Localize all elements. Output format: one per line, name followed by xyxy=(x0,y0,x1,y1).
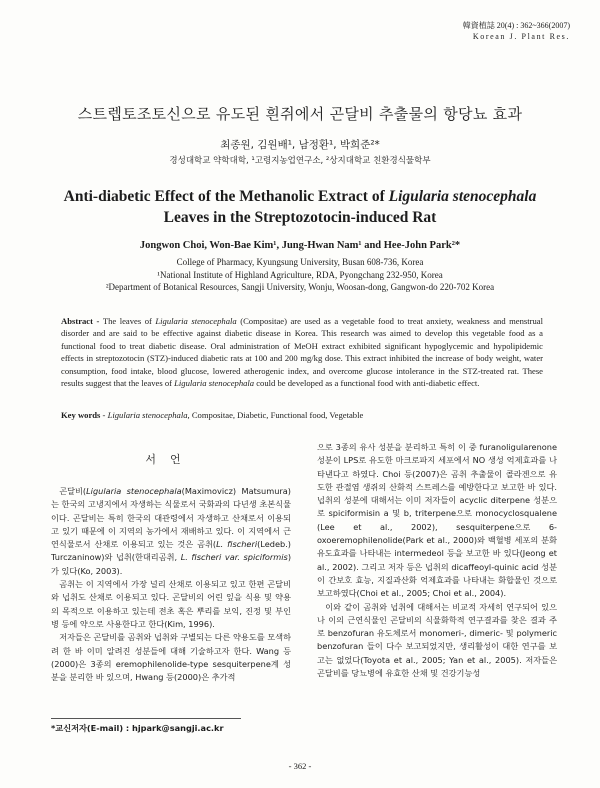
keywords-separator: - xyxy=(100,410,108,420)
abstract-text-1: The leaves of xyxy=(102,316,156,326)
journal-name: Korean J. Plant Res. xyxy=(472,32,570,41)
text: 곤달비( xyxy=(59,486,87,496)
affiliation-2: ¹National Institute of Highland Agriculture, RDA, Pyongchang 232-950, Korea xyxy=(157,269,443,280)
keywords-list: , Compositae, Diabetic, Functional food, Vegetable xyxy=(187,410,364,420)
species-name: L. fischeri var. spiciformis xyxy=(180,552,288,563)
journal-volume: 韓資植誌 20(4) : 362~366(2007) xyxy=(462,21,570,30)
right-paragraph-2: 이와 같이 곰취와 넙취에 대해서는 비교적 자세히 연구되어 있으나 이의 근연식물인 곤달비의 식물화학적 연구결과를 찾은 결과 주로 benzofuran 유도체로서 monomeri-, dimeric- 및 polymeric benzofuran 들이 다수 보고되었지만, 생리활성이 대한 연구를 보고는 없었다(Toyota et al., 2005; Yan et al., 2005). 저자들은 곤달비를 당뇨병에 유효한 산채 및 건강기능성 xyxy=(317,601,557,679)
page-number: - 362 - xyxy=(288,761,312,771)
english-title-line1: Anti-diabetic Effect of the Methanolic Extract of xyxy=(63,188,385,205)
abstract-species: Ligularia stenocephala xyxy=(155,316,237,326)
left-paragraph-3: 저자들은 곤달비를 곰취와 넙취와 구별되는 다른 약용도를 모색하려 한 바 이미 알려진 성분들에 대해 기술하고자 한다. Wang 등(2000)은 3종의 eremophilenolide-type sesquiterpene계 성분을 분리한 바 있으며, Hwang 등(2000)은 추가적 xyxy=(51,632,291,683)
right-paragraph-1: 으로 3종의 유사 성분을 분리하고 특히 이 중 furanoligularenone 성분이 LPS로 유도한 마크로파지 세포에서 NO 생성 억제효과를 나타낸다고 하였다. Choi 등(2007)은 곰취 추출물이 콜라겐으로 유도한 관절염 생쥐의 산화적 스트레스를 예방한다고 보고한 바 있다. 넙취의 성분에 대해서는 이미 저자들이 acyclic diterpene 성분으로 spiciformisin a 및 b, triterpene으로 monocyclosqualene (Lee et al., 2002), sesquiterpene으로 6-oxoeremophilenolide(Park et al., 2000)와 백혈병 세포의 분화 유도효과를 나타내는 intermedeol 등을 보고한 바 있다(Jeong et al., 2002). 그리고 저자 등은 넙취의 dicaffeoyl-quinic acid 성분이 간보호 효능, 지질과산화 억제효과를 나타내는 화합물인 것으로 보고하였다(Choi et al., 2005; Choi et al., 2004). xyxy=(317,442,557,599)
corresponding-author-footnote: *교신저자(E-mail) : hjpark@sangji.ac.kr xyxy=(51,723,224,733)
english-authors: Jongwon Choi, Won-Bae Kim¹, Jung-Hwan Nam¹ and Hee-John Park²* xyxy=(139,240,461,251)
footnote-divider xyxy=(51,718,241,719)
keywords-species: Ligularia stenocephala xyxy=(107,410,188,420)
korean-title: 스트렙토조토신으로 유도된 흰쥐에서 곤달비 추출물의 항당뇨 효과 xyxy=(77,105,523,123)
text: (Ledeb.) Turczaninow)와 넙취(한대리곰취, xyxy=(51,539,291,563)
abstract-text-2: (Compositae) are used as a vegetable food to treat anxiety, weakness and menstrual disorder and are said to be effective against diabetic disease in Korea. This research was aimed to develop this vegetable food as a functional food to treat diabetic disease. Oral administration of MeOH extract exhibited significant hypoglycemic and hypolipidemic effects in streptozotocin (STZ)-induced diabetic rats at 100 and 200 mg/kg dose. This extract inhibited the increase of body weight, water consumption, food intake, blood glucose, lowered atherogenic index, and overcome glucose intolerance in the STZ-treated rat. These results suggest that the leaves of xyxy=(61,316,544,389)
korean-authors: 최종원, 김원배¹, 남정환¹, 박희준²* xyxy=(220,139,380,151)
affiliation-1: College of Pharmacy, Kyungsung University, Busan 608-736, Korea xyxy=(176,257,424,267)
keywords-label: Key words xyxy=(61,410,101,420)
left-column xyxy=(51,485,291,684)
keywords xyxy=(61,410,543,420)
abstract-species-2: Ligularia stenocephala xyxy=(174,378,255,389)
text: )가 있다(Ko, 2003). xyxy=(51,552,292,576)
right-column xyxy=(317,441,557,680)
english-title-line2: Leaves in the Streptozotocin-induced Rat xyxy=(163,209,437,226)
abstract xyxy=(61,315,543,389)
english-affiliations xyxy=(0,256,600,294)
journal-citation xyxy=(463,20,570,42)
abstract-text-3: could be developed as a functional food with anti-diabetic effect. xyxy=(254,378,480,389)
section-title-introduction: 서언 xyxy=(145,453,195,466)
korean-affiliations: 경성대학교 약학대학, ¹고령지농업연구소, ²상지대학교 친환경식물학부 xyxy=(169,156,431,166)
english-title-species: Ligularia stenocephala xyxy=(388,188,537,205)
species-name: L. fischeri xyxy=(216,539,258,550)
abstract-label: Abstract - xyxy=(61,316,103,326)
text: (Maximovicz) Matsumura)는 한국의 고냉지에서 자생하는 식물로서 국화과의 다년생 초본식물이다. 곤달비는 특히 한국의 대관령에서 자생하고 산채로서 이용되고 있기 때문에 이 지역의 농가에서 재배하고 있다. 이 지역에서 근연식물로서 산채로 이용되고 있는 것은 곰취( xyxy=(51,486,291,550)
left-paragraph-2: 곰취는 이 지역에서 가장 널리 산채로 이용되고 있고 한편 곤달비와 넙취도 산채로 이용되고 있다. 곤달비의 어린 잎을 식용 및 약용의 목적으로 이용하고 있는데 전초 혹은 뿌리를 보익, 진정 및 부인병 등에 약으로 사용한다고 한다(Kim, 1996). xyxy=(51,579,291,629)
affiliation-3: ²Department of Botanical Resources, Sangji University, Wonju, Woosan-dong, Gangwon-do 220-702 Korea xyxy=(105,282,495,292)
species-name: Ligularia stenocephala xyxy=(86,486,182,496)
english-title xyxy=(0,186,600,228)
left-paragraph-1 xyxy=(51,485,291,578)
